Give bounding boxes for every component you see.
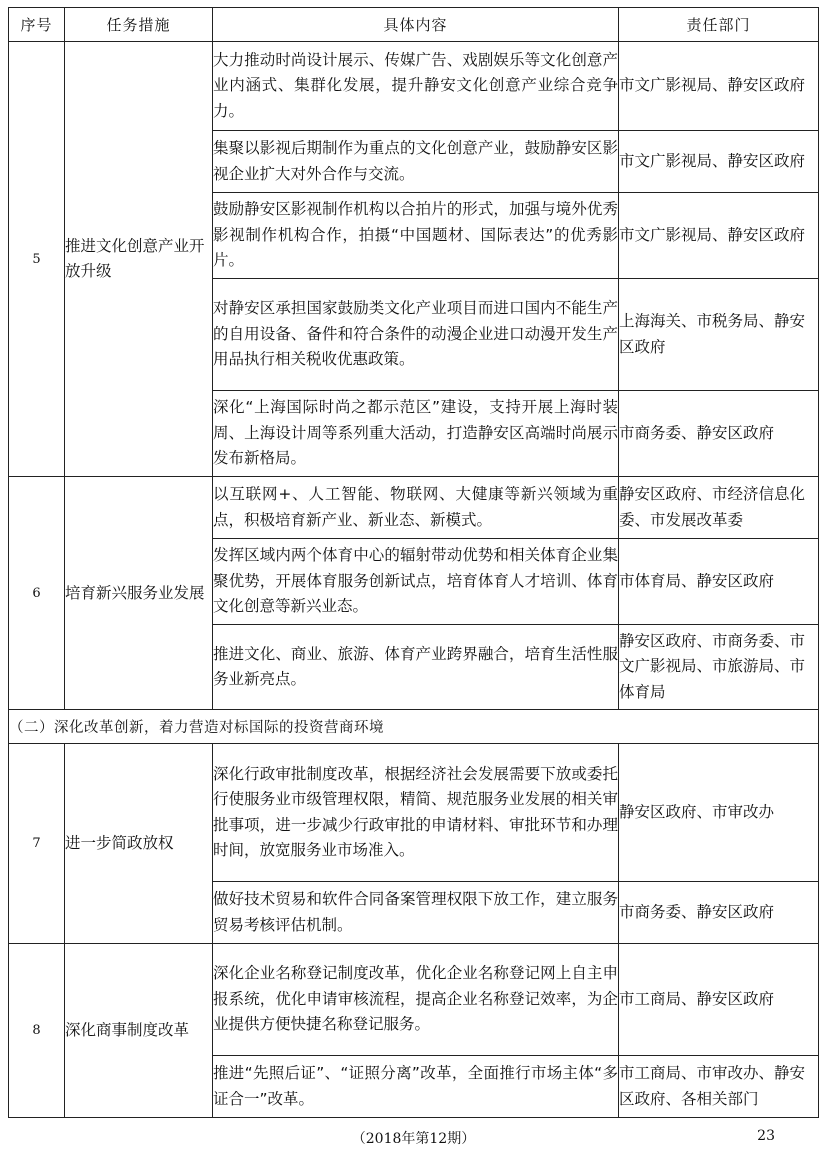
table-row (9, 42, 819, 131)
responsible-department: 市文广影视局、静安区政府 (619, 131, 819, 193)
table-row (9, 944, 819, 1056)
page-number: 23 (757, 1128, 775, 1144)
task-content: 鼓励静安区影视制作机构以合拍片的形式，加强与境外优秀影视制作机构合作，拍摄“中国题材、国际表达”的优秀影片。 (213, 193, 619, 279)
task-measure: 深化商事制度改革 (65, 944, 213, 1118)
responsible-department: 市商务委、静安区政府 (619, 882, 819, 944)
section-row (9, 710, 819, 744)
responsible-department: 市工商局、市审改办、静安区政府、各相关部门 (619, 1056, 819, 1118)
serial-number: 6 (9, 477, 65, 710)
task-content: 深化“上海国际时尚之都示范区”建设，支持开展上海时装周、上海设计周等系列重大活动，打造静安区高端时尚展示发布新格局。 (213, 391, 619, 477)
serial-number: 7 (9, 744, 65, 944)
responsible-department: 静安区政府、市经济信息化委、市发展改革委 (619, 477, 819, 539)
task-measure: 培育新兴服务业发展 (65, 477, 213, 710)
serial-number: 5 (9, 42, 65, 477)
responsible-department: 静安区政府、市商务委、市文广影视局、市旅游局、市体育局 (619, 625, 819, 710)
task-measure: 进一步简政放权 (65, 744, 213, 944)
header-measure: 任务措施 (65, 8, 213, 42)
table-row (9, 477, 819, 539)
responsible-department: 市文广影视局、静安区政府 (619, 193, 819, 279)
section-heading: （二）深化改革创新，着力营造对标国际的投资营商环境 (9, 710, 819, 744)
issue-label: （2018年第12期） (351, 1131, 476, 1147)
task-measure: 推进文化创意产业开放升级 (65, 42, 213, 477)
header-serial: 序号 (9, 8, 65, 42)
task-content: 发挥区域内两个体育中心的辐射带动优势和相关体育企业集聚优势，开展体育服务创新试点，培育体育人才培训、体育文化创意等新兴业态。 (213, 539, 619, 625)
responsible-department: 静安区政府、市审改办 (619, 744, 819, 882)
page-footer (0, 1128, 827, 1152)
task-content: 做好技术贸易和软件合同备案管理权限下放工作，建立服务贸易考核评估机制。 (213, 882, 619, 944)
responsible-department: 市商务委、静安区政府 (619, 391, 819, 477)
task-content: 深化企业名称登记制度改革，优化企业名称登记网上自主申报系统，优化申请审核流程，提高企业名称登记效率，为企业提供方便快捷名称登记服务。 (213, 944, 619, 1056)
task-content: 推进文化、商业、旅游、体育产业跨界融合，培育生活性服务业新亮点。 (213, 625, 619, 710)
task-content: 以互联网+、人工智能、物联网、大健康等新兴领域为重点，积极培育新产业、新业态、新模式。 (213, 477, 619, 539)
responsible-department: 市工商局、静安区政府 (619, 944, 819, 1056)
header-content: 具体内容 (213, 8, 619, 42)
task-table (8, 7, 819, 1118)
header-department: 责任部门 (619, 8, 819, 42)
table-row (9, 744, 819, 882)
task-content: 对静安区承担国家鼓励类文化产业项目而进口国内不能生产的自用设备、备件和符合条件的动漫企业进口动漫开发生产用品执行相关税收优惠政策。 (213, 279, 619, 391)
responsible-department: 市文广影视局、静安区政府 (619, 42, 819, 131)
task-content: 大力推动时尚设计展示、传媒广告、戏剧娱乐等文化创意产业内涵式、集群化发展，提升静安文化创意产业综合竞争力。 (213, 42, 619, 131)
responsible-department: 市体育局、静安区政府 (619, 539, 819, 625)
task-content: 集聚以影视后期制作为重点的文化创意产业，鼓励静安区影视企业扩大对外合作与交流。 (213, 131, 619, 193)
table-header-row (9, 8, 819, 42)
serial-number: 8 (9, 944, 65, 1118)
task-content: 深化行政审批制度改革，根据经济社会发展需要下放或委托行使服务业市级管理权限，精简、规范服务业发展的相关审批事项，进一步减少行政审批的申请材料、审批环节和办理时间，放宽服务业市场准入。 (213, 744, 619, 882)
task-content: 推进“先照后证”、“证照分离”改革，全面推行市场主体“多证合一”改革。 (213, 1056, 619, 1118)
responsible-department: 上海海关、市税务局、静安区政府 (619, 279, 819, 391)
